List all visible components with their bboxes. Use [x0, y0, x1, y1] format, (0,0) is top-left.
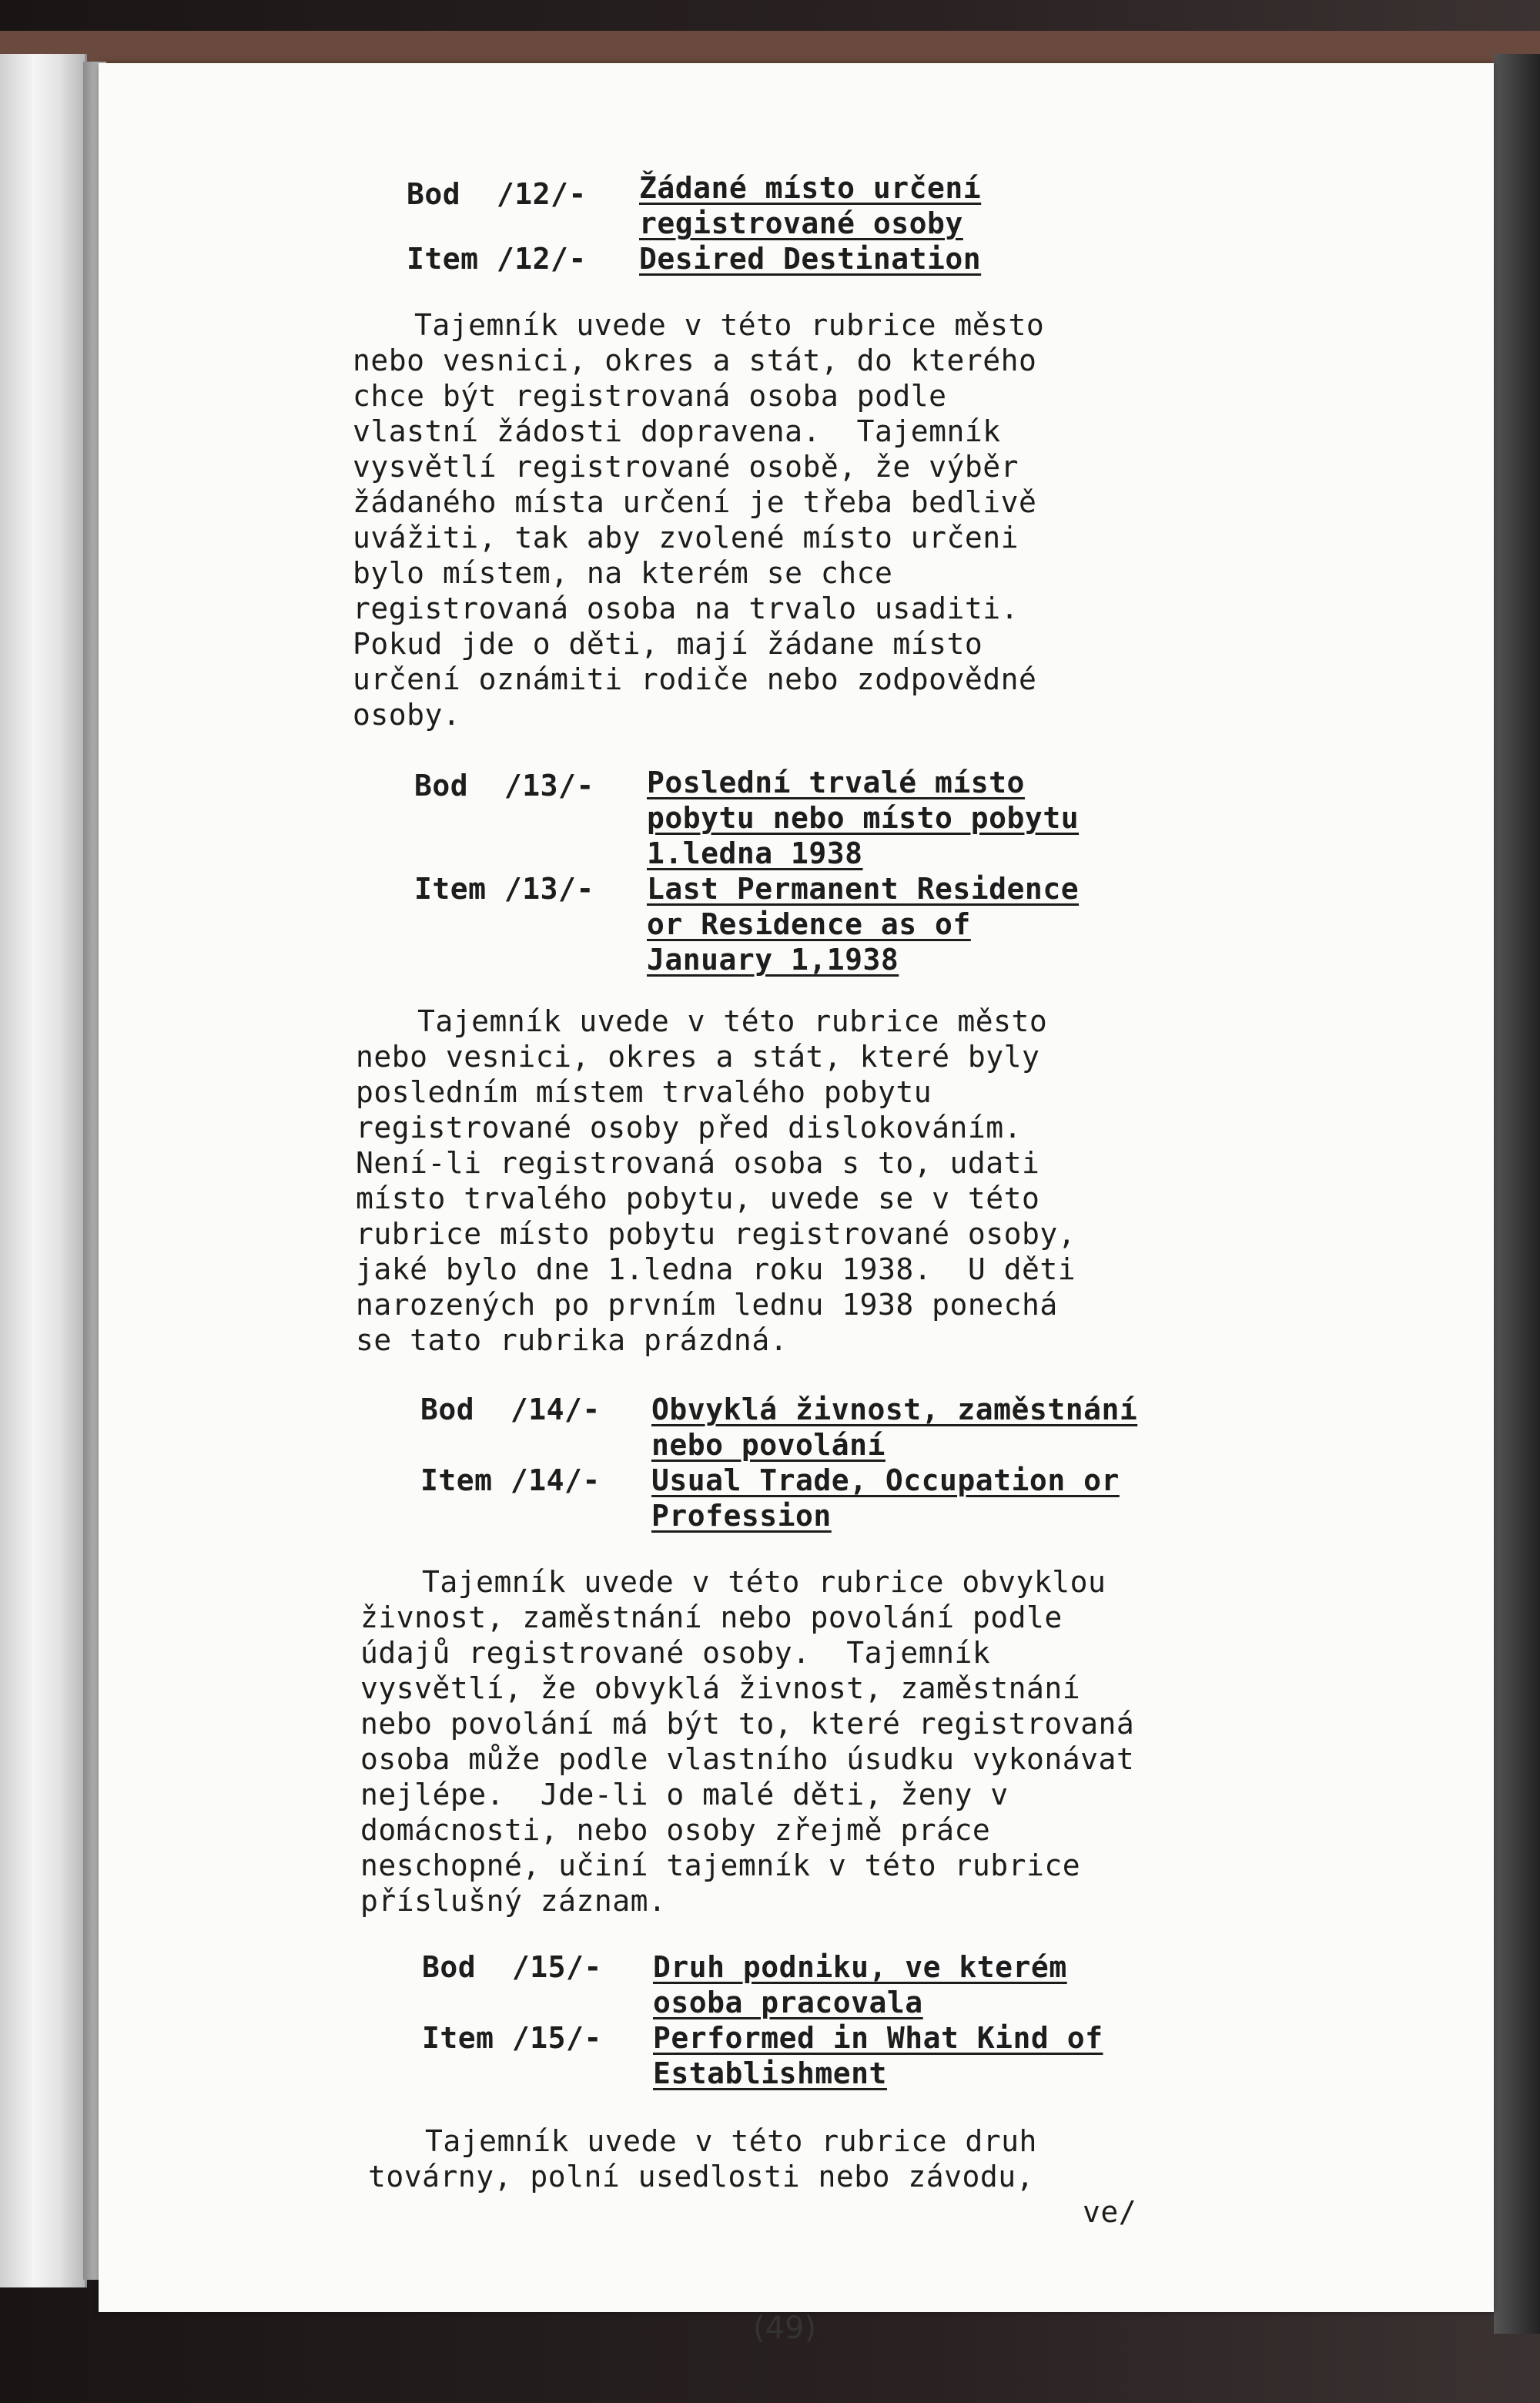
- page-number: (49): [753, 2311, 817, 2346]
- item-14-title-line-2: Profession: [651, 1499, 832, 1533]
- item-14-body-line: neschopné, učiní tajemník v této rubrice: [360, 1848, 1081, 1882]
- item-14-body-line: osoba může podle vlastního úsudku vykonávat: [360, 1742, 1135, 1776]
- item-15-body-line: továrny, polní usedlosti nebo závodu,: [368, 2160, 1034, 2194]
- item-13-title-line-3: January 1,1938: [647, 943, 899, 977]
- item-13-label: Item /13/-: [414, 872, 594, 906]
- left-page-edge: [0, 54, 87, 2287]
- item-14-label: Item /14/-: [420, 1463, 601, 1497]
- item-13-body-line: narozených po prvním lednu 1938 ponechá: [356, 1288, 1058, 1322]
- item-13-body-line: Tajemník uvede v této rubrice město: [417, 1004, 1048, 1038]
- bod-12-label: Bod /12/-: [407, 177, 587, 211]
- item-14-body-line: vysvětlí, že obvyklá živnost, zaměstnání: [360, 1671, 1081, 1705]
- item-12-body-line: bylo místem, na kterém se chce: [353, 556, 893, 590]
- item-14-body-line: nejlépe. Jde-li o malé děti, ženy v: [360, 1778, 1009, 1811]
- item-15-label: Item /15/-: [422, 2021, 602, 2055]
- bod-14-title-line-1: Obvyklá živnost, zaměstnání: [651, 1393, 1138, 1426]
- item-13-body-line: se tato rubrika prázdná.: [356, 1323, 788, 1357]
- item-14-body-line: živnost, zaměstnání nebo povolání podle: [360, 1600, 1063, 1634]
- item-13-body-line: místo trvalého pobytu, uvede se v této: [356, 1181, 1040, 1215]
- item-13-body-line: registrované osoby před dislokováním.: [356, 1111, 1022, 1145]
- bod-13-title-line-1: Poslední trvalé místo: [647, 766, 1025, 799]
- item-12-label: Item /12/-: [407, 242, 587, 276]
- item-14-body-line: domácnosti, nebo osoby zřejmě práce: [360, 1813, 991, 1847]
- bod-14-title-line-2: nebo povolání: [651, 1428, 886, 1462]
- item-12-title-line-1: Desired Destination: [639, 242, 982, 276]
- item-14-body-line: nebo povolání má být to, které registrovaná: [360, 1707, 1135, 1741]
- bod-13-title-line-2: pobytu nebo místo pobytu: [647, 801, 1080, 835]
- bod-12-title-line-1: Žádané místo určení: [639, 171, 982, 205]
- item-14-body-line: Tajemník uvede v této rubrice obvyklou: [422, 1565, 1106, 1599]
- bod-13-label: Bod /13/-: [414, 769, 594, 803]
- item-13-body-line: rubrice místo pobytu registrované osoby,: [356, 1217, 1076, 1251]
- item-12-body-line: chce být registrovaná osoba podle: [353, 379, 947, 413]
- item-13-title-line-1: Last Permanent Residence: [647, 872, 1080, 906]
- item-15-title-line-1: Performed in What Kind of: [653, 2021, 1103, 2055]
- bod-15-title-line-2: osoba pracovala: [653, 1986, 923, 2019]
- item-12-body-line: nebo vesnici, okres a stát, do kterého: [353, 344, 1037, 377]
- item-12-body-line: uvážiti, tak aby zvolené místo určeni: [353, 521, 1019, 555]
- item-12-body-line: žádaného místa určení je třeba bedlivě: [353, 485, 1037, 519]
- item-13-body-line: nebo vesnici, okres a stát, které byly: [356, 1040, 1040, 1074]
- right-background: [1494, 54, 1540, 2334]
- bod-15-label: Bod /15/-: [422, 1950, 602, 1984]
- item-15-body-line: Tajemník uvede v této rubrice druh: [425, 2124, 1037, 2158]
- item-13-body-line: jaké bylo dne 1.ledna roku 1938. U děti: [356, 1252, 1076, 1286]
- item-12-body-line: Tajemník uvede v této rubrice město: [414, 308, 1045, 342]
- item-12-body-line: určení oznámiti rodiče nebo zodpovědné: [353, 662, 1037, 696]
- item-14-body-line: příslušný záznam.: [360, 1884, 667, 1918]
- bod-15-title-line-1: Druh podniku, ve kterém: [653, 1950, 1067, 1984]
- item-13-title-line-2: or Residence as of: [647, 907, 971, 941]
- item-13-body-line: posledním místem trvalého pobytu: [356, 1075, 932, 1109]
- item-12-body-line: vysvětlí registrované osobě, že výběr: [353, 450, 1019, 484]
- item-14-title-line-1: Usual Trade, Occupation or: [651, 1463, 1120, 1497]
- item-14-body-line: údajů registrované osoby. Tajemník: [360, 1636, 991, 1670]
- item-15-title-line-2: Establishment: [653, 2056, 887, 2090]
- document-page: [99, 63, 1494, 2346]
- item-12-body-line: osoby.: [353, 698, 461, 732]
- item-12-body-line: registrovaná osoba na trvalo usaditi.: [353, 592, 1019, 625]
- item-12-body-line: vlastní žádosti dopravena. Tajemník: [353, 414, 1001, 448]
- continuation-marker: ve/: [1083, 2195, 1137, 2229]
- bod-14-label: Bod /14/-: [420, 1393, 601, 1426]
- bod-12-title-line-2: registrované osoby: [639, 206, 963, 240]
- item-12-body-line: Pokud jde o děti, mají žádane místo: [353, 627, 983, 661]
- bod-13-title-line-3: 1.ledna 1938: [647, 836, 863, 870]
- item-13-body-line: Není-li registrovaná osoba s to, udati: [356, 1146, 1040, 1180]
